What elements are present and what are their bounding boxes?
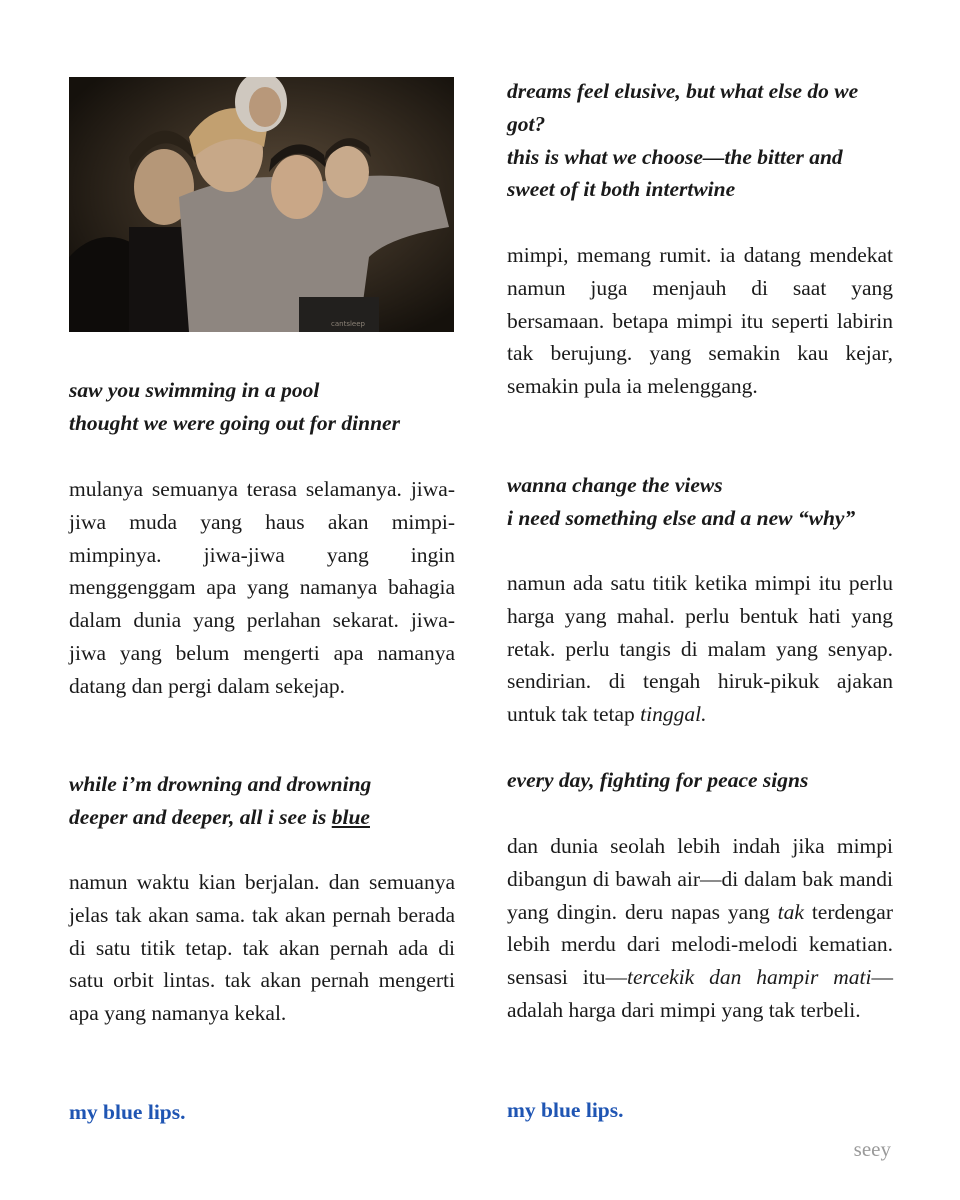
- photo-caption: cantsleep: [331, 320, 365, 328]
- paragraph-4: [507, 567, 893, 731]
- lyric-block-3: [507, 75, 893, 206]
- italic-phrase: tercekik dan hampir mati: [627, 965, 872, 990]
- lyric-line: thought we were going out for dinner: [69, 410, 400, 435]
- lyric-block-4: [507, 469, 893, 535]
- group-photo: [69, 77, 454, 332]
- group-photo-image: [69, 77, 454, 332]
- author-signature: seey: [853, 1137, 891, 1161]
- italic-word: tinggal.: [640, 702, 707, 727]
- paragraph-text: dan dunia seolah lebih indah jika mimpi dibangun di bawah air—di dalam bak mandi yang dingin. deru napas yang: [507, 834, 893, 924]
- lyric-line: while i’m drowning and drowning: [69, 772, 372, 796]
- italic-word: tak: [777, 899, 804, 924]
- lyric-line: dreams feel elusive, but what else do we got?: [507, 79, 859, 136]
- lyric-line: i need something else and a new “why”: [507, 505, 856, 530]
- paragraph-1: mulanya semuanya terasa selamanya. jiwa-jiwa muda yang haus akan mimpi-mimpinya. jiwa-jiwa yang ingin menggenggam apa yang namanya bahagia dalam dunia yang perlahan sekarat. jiwa-jiwa yang belum mengerti apa namanya datang dan pergi dalam sekejap.: [69, 477, 455, 698]
- lyric-line: this is what we choose—the bitter and sweet of it both intertwine: [507, 144, 843, 202]
- lyric-text: deeper and deeper, all i see is: [69, 804, 332, 829]
- paragraph-text: namun ada satu titik ketika mimpi itu perlu harga yang mahal. perlu bentuk hati yang retak. perlu tangis di malam yang senyap. sendirian. di tengah hiruk-pikuk ajakan untuk tak tetap: [507, 571, 893, 727]
- lyric-block-1: [69, 374, 455, 440]
- signoff: my blue lips.: [507, 1098, 624, 1122]
- paragraph-text: —adalah harga dari mimpi yang tak terbeli.: [507, 965, 893, 1022]
- lyric-line: saw you swimming in a pool: [69, 378, 320, 402]
- paragraph-5: [507, 830, 893, 1027]
- lyric-line: wanna change the views: [507, 473, 723, 497]
- paragraph-text: terdengar lebih merdu dari melodi-melodi kematian. sensasi itu—: [507, 899, 894, 990]
- lyric-block-5: every day, fighting for peace signs: [507, 768, 809, 792]
- underlined-word: blue: [331, 804, 370, 829]
- signoff: my blue lips.: [69, 1100, 186, 1124]
- paragraph-3: mimpi, memang rumit. ia datang mendekat namun juga menjauh di saat yang bersamaan. betapa mimpi itu seperti labirin tak berujung. yang semakin kau kejar, semakin pula ia melenggang.: [507, 243, 893, 399]
- paragraph-2: namun waktu kian berjalan. dan semuanya jelas tak akan sama. tak akan pernah berada di satu titik tetap. tak akan pernah ada di satu orbit lintas. tak akan pernah mengerti apa yang namanya kekal.: [69, 870, 455, 1026]
- lyric-block-2: [69, 768, 455, 834]
- lyric-line: [69, 801, 455, 834]
